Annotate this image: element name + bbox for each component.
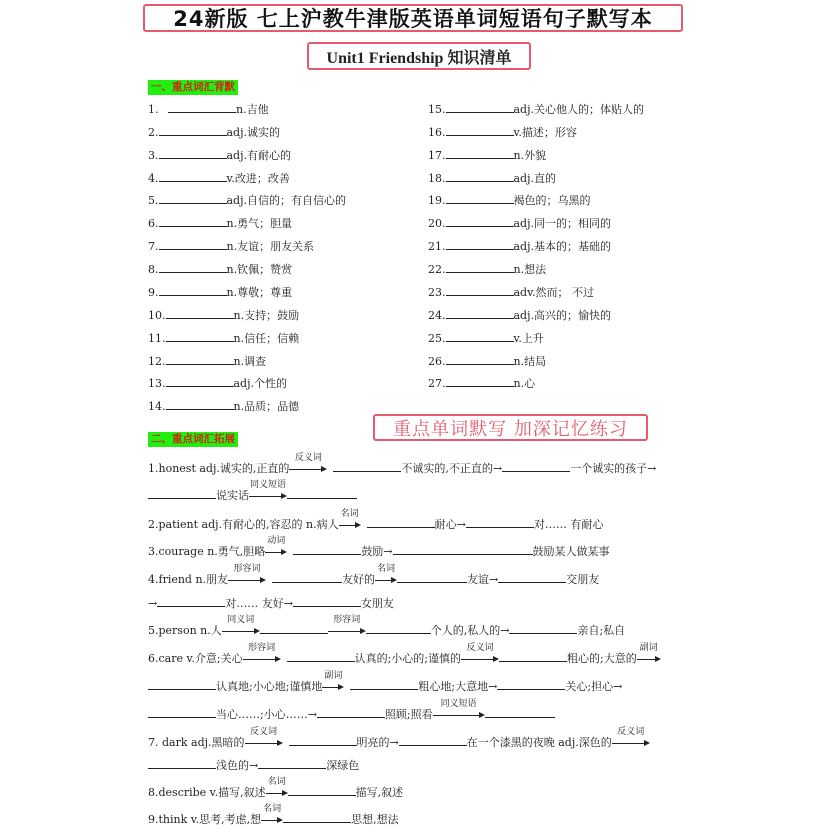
document-title-box [143,4,683,32]
entry-text: 深绿色 [326,759,360,772]
entry-text: 个人的,私人的→ [430,624,510,637]
entry-text: 对…… 有耐心 [533,518,604,531]
arrow-label: 名词 [340,509,359,519]
vocab-item [148,285,292,300]
arrow-icon [461,643,499,666]
item-number: 12. [148,355,166,368]
item-definition: n.心 [513,377,536,390]
arrow-label: 名词 [267,777,286,787]
item-number: 27. [428,377,446,390]
item-number: 16. [428,126,446,139]
vocab-item [428,376,535,391]
answer-blank[interactable] [287,488,357,499]
arrow-icon [228,564,266,587]
answer-blank[interactable] [397,572,467,583]
item-number: 3. [148,149,159,162]
entry-head: 5.person n.人 [148,624,222,637]
entry-text: 友好的 [342,573,376,586]
answer-blank[interactable] [148,758,216,769]
item-number: 4. [148,172,159,185]
expansion-entry-describe [148,777,404,799]
answer-blank[interactable] [446,193,514,204]
arrow-icon [222,615,260,638]
arrow-label: 副词 [324,671,343,681]
expansion-entry-courage [148,536,610,558]
item-definition: n.勇气；胆量 [226,217,293,230]
item-definition: adj.高兴的；愉快的 [513,309,612,322]
item-number: 26. [428,355,446,368]
answer-blank[interactable] [446,331,514,342]
entry-head: 1.honest adj.诚实的,正直的 [148,462,290,475]
answer-blank[interactable] [446,239,514,250]
answer-blank[interactable] [446,308,514,319]
arrow-label: 同义词 [227,615,255,625]
item-number: 18. [428,172,446,185]
item-number: 17. [428,149,446,162]
item-number: 2. [148,126,159,139]
answer-blank[interactable] [166,308,234,319]
arrow-label: 形容词 [333,615,361,625]
item-definition: n.品质；品德 [233,400,300,413]
item-definition: n.外貌 [513,149,547,162]
entry-text: 认真的;小心的;谨慎的 [354,652,462,665]
item-definition: adj.个性的 [233,377,288,390]
item-definition: n.想法 [513,263,547,276]
answer-blank[interactable] [293,544,361,555]
answer-blank[interactable] [159,125,227,136]
entry-head: 2.patient adj.有耐心的,容忍的 n.病人 [148,518,339,531]
vocab-item [428,171,556,186]
item-number: 24. [428,309,446,322]
expansion-entry-friend [148,564,600,586]
arrow-label: 副词 [639,643,658,653]
answer-blank[interactable] [288,785,356,796]
answer-blank[interactable] [272,572,342,583]
answer-blank[interactable] [289,735,357,746]
section-2-label: 二、重点词汇拓展 [148,432,238,447]
entry-head: 9.think v.思考,考虑,想 [148,813,262,826]
answer-blank[interactable] [148,707,216,718]
expansion-entry-patient [148,509,604,531]
entry-text: 当心……;小心……→ [216,708,317,721]
answer-blank[interactable] [350,679,418,690]
arrow-label: 反义词 [250,727,278,737]
unit-subtitle: Unit1 Friendship 知识清单 [326,49,512,67]
arrow-label: 形容词 [233,564,261,574]
item-definition: v.上升 [513,332,544,345]
entry-text: 不诚实的,不正直的→ [401,462,503,475]
entry-text: 一个诚实的孩子→ [570,462,657,475]
item-number: 15. [428,103,446,116]
expansion-entry-friend-cont [148,596,394,610]
vocab-item [148,239,314,254]
answer-blank[interactable] [446,171,514,182]
answer-blank[interactable] [159,285,227,296]
arrow-icon [261,804,283,827]
vocab-item [428,285,594,300]
answer-blank[interactable] [367,517,435,528]
answer-blank[interactable] [446,285,514,296]
item-definition: adj.自信的；有自信心的 [226,194,347,207]
vocab-item [428,354,546,369]
answer-blank[interactable] [166,399,234,410]
entry-text: 在一个漆黑的夜晚 adj.深色的 [466,736,612,749]
entry-head: 7. dark adj.黑暗的 [148,736,245,749]
document-title: 24新版 七上沪教牛津版英语单词短语句子默写本 [173,7,653,31]
item-number: 8. [148,263,159,276]
entry-text: 对…… 友好→ [225,597,293,610]
expansion-entry-care [148,643,661,665]
vocab-item [428,193,591,208]
entry-text: 友谊→ [467,573,499,586]
expansion-entry-person [148,615,626,637]
vocab-item [148,376,287,391]
answer-blank[interactable] [159,193,227,204]
vocab-item [428,239,611,254]
item-definition: v.描述；形容 [513,126,577,139]
item-number: 1. [148,103,162,116]
expansion-entry-dark-cont [148,758,359,772]
expansion-entry-care-cont2 [148,699,555,721]
vocab-item [148,399,299,414]
item-number: 7. [148,240,159,253]
item-definition: n.信任；信赖 [233,332,300,345]
vocab-item [428,148,546,163]
entry-text: 认真地;小心地;谨慎地 [216,680,323,693]
unit-subtitle-box [307,42,531,70]
item-number: 22. [428,263,446,276]
expansion-entry-honest [148,453,657,475]
expansion-entry-dark [148,727,650,749]
answer-blank[interactable] [166,354,234,365]
answer-blank[interactable] [258,758,326,769]
arrow-label: 名词 [377,564,396,574]
item-definition: adj.同一的；相同的 [513,217,612,230]
item-number: 20. [428,217,446,230]
item-number: 5. [148,194,159,207]
answer-blank[interactable] [446,125,514,136]
practice-banner [373,414,648,441]
entry-head: 4.friend n.朋友 [148,573,229,586]
answer-blank[interactable] [260,623,328,634]
answer-blank[interactable] [466,517,534,528]
practice-banner-text: 重点单词默写 加深记忆练习 [393,418,628,440]
item-definition: adv.然而； 不过 [513,286,595,299]
answer-blank[interactable] [157,596,225,607]
entry-text: 浅色的→ [216,759,259,772]
item-number: 13. [148,377,166,390]
answer-blank[interactable] [446,376,514,387]
answer-blank[interactable] [446,102,514,113]
answer-blank[interactable] [446,216,514,227]
arrow-icon [328,615,366,638]
answer-blank[interactable] [499,651,567,662]
arrow-label: 反义词 [294,453,322,463]
vocab-item [148,262,292,277]
expansion-entry-think [148,804,399,826]
answer-blank[interactable] [287,651,355,662]
answer-blank[interactable] [283,812,351,823]
item-number: 11. [148,332,166,345]
item-number: 9. [148,286,159,299]
entry-head: 8.describe v.描写,叙述 [148,786,266,799]
item-definition: adj.关心他人的；体贴人的 [513,103,645,116]
entry-text: 女朋友 [360,597,394,610]
item-definition: n.吉他 [236,103,269,116]
item-number: 23. [428,286,446,299]
vocab-item [148,125,280,140]
answer-blank[interactable] [148,488,216,499]
entry-text: 鼓励→ [361,545,393,558]
answer-blank[interactable] [485,707,555,718]
entry-text: 粗心地;大意地→ [418,680,498,693]
entry-text: 关心;担心→ [565,680,623,693]
answer-blank[interactable] [159,216,227,227]
item-definition: n.结局 [513,355,547,368]
answer-blank[interactable] [446,354,514,365]
vocab-item [148,216,292,231]
answer-blank[interactable] [159,239,227,250]
item-number: 25. [428,332,446,345]
answer-blank[interactable] [446,148,514,159]
entry-text: 耐心→ [434,518,466,531]
answer-blank[interactable] [159,171,227,182]
arrow-icon [339,509,361,532]
answer-blank[interactable] [293,596,361,607]
expansion-entry-care-cont1 [148,671,623,693]
item-definition: v.改进；改善 [226,172,290,185]
item-number: 14. [148,400,166,413]
answer-blank[interactable] [393,544,533,555]
answer-blank[interactable] [366,623,431,634]
arrow-label: 名词 [263,804,282,814]
vocab-item [148,354,266,369]
arrow-icon [637,643,661,666]
answer-blank[interactable] [509,623,577,634]
arrow-label: 同义短语 [440,699,477,709]
answer-blank[interactable] [148,679,216,690]
entry-text: 说实话 [216,489,249,502]
answer-blank[interactable] [168,102,236,113]
arrow-icon [322,671,344,694]
item-definition: adj.直的 [513,172,557,185]
arrow-icon [243,643,281,666]
entry-text: 描写,叙述 [355,786,404,799]
item-number: 21. [428,240,446,253]
vocab-item [148,148,291,163]
entry-text: 交朋友 [566,573,600,586]
entry-text: 亲自;私自 [577,624,626,637]
vocab-item [428,262,546,277]
vocab-item [148,331,299,346]
vocab-item [428,216,611,231]
item-definition: adj.基本的；基础的 [513,240,612,253]
answer-blank[interactable] [497,679,565,690]
answer-blank[interactable] [333,461,401,472]
arrow-icon [612,727,650,750]
answer-blank[interactable] [159,148,227,159]
item-definition: n.尊敬；尊重 [226,286,293,299]
section-1-label: 一、重点词汇背默 [148,80,238,95]
arrow-icon [249,480,287,503]
item-definition: adj.有耐心的 [226,149,292,162]
answer-blank[interactable] [166,376,234,387]
item-definition: n.支持；鼓励 [233,309,300,322]
entry-text: 照顾;照看 [384,708,433,721]
arrow-label: 同义短语 [249,480,286,490]
item-definition: n.友谊；朋友关系 [226,240,315,253]
entry-text: 鼓励某人做某事 [532,545,610,558]
entry-head: 3.courage n.勇气,胆略 [148,545,266,558]
vocab-item [428,308,611,323]
item-definition: 褐色的；乌黑的 [513,194,591,207]
arrow-icon [245,727,283,750]
vocab-item [428,331,544,346]
vocab-item [428,125,577,140]
item-definition: adj.诚实的 [226,126,281,139]
arrow-label: 反义词 [617,727,645,737]
item-number: 10. [148,309,166,322]
expansion-entry-honest-cont [148,480,357,502]
arrow-icon [265,536,287,559]
entry-text: 粗心的;大意的 [567,652,637,665]
arrow-label: 动词 [267,536,286,546]
entry-text: 思想,想法 [351,813,399,826]
arrow-icon [289,453,327,476]
item-number: 6. [148,217,159,230]
item-number: 19. [428,194,446,207]
answer-blank[interactable] [399,735,467,746]
answer-blank[interactable] [159,262,227,273]
item-definition: n.钦佩；赞赏 [226,263,293,276]
arrow-icon [266,777,288,800]
answer-blank[interactable] [502,461,570,472]
vocab-item [148,171,290,186]
vocab-item [148,193,346,208]
arrow-label: 形容词 [248,643,276,653]
vocab-item [428,102,644,117]
item-definition: n.调查 [233,355,267,368]
arrow-icon [375,564,397,587]
entry-text: → [148,597,158,610]
arrow-label: 反义词 [466,643,494,653]
entry-head: 6.care v.介意;关心 [148,652,243,665]
answer-blank[interactable] [446,262,514,273]
vocab-item [148,308,299,323]
answer-blank[interactable] [317,707,385,718]
vocab-item [148,102,269,117]
answer-blank[interactable] [498,572,566,583]
answer-blank[interactable] [166,331,234,342]
entry-text: 明亮的→ [356,736,399,749]
arrow-icon [433,699,485,722]
